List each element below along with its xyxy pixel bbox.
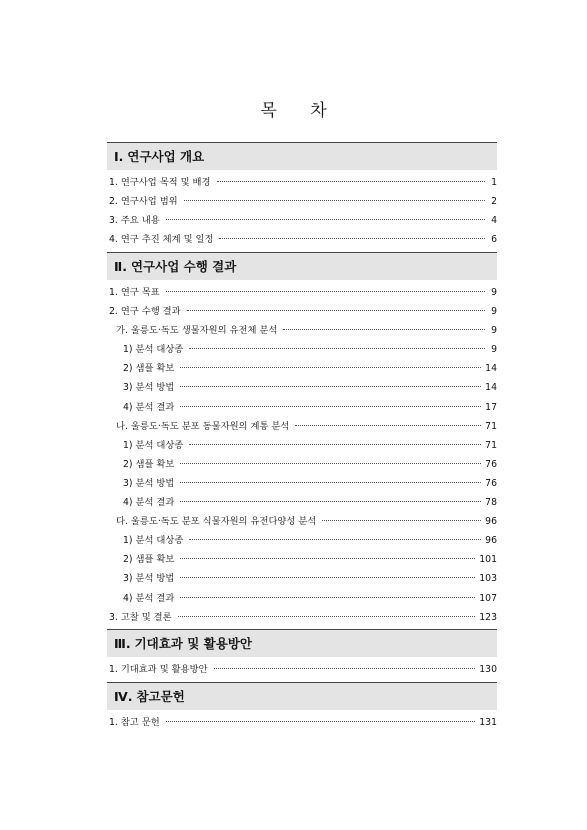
toc-entry[interactable] — [107, 456, 497, 475]
section-title: 연구사업 개요 — [127, 149, 205, 164]
dot-leader — [180, 597, 475, 598]
toc-entry-page: 14 — [485, 382, 497, 394]
toc-entry-label: 3) 분석 방법 — [123, 573, 175, 585]
toc-entry[interactable] — [107, 661, 497, 680]
toc-entry-page: 103 — [479, 573, 497, 585]
toc-entry-page: 76 — [485, 458, 497, 470]
toc-entry-label: 4. 연구 추진 체계 및 일정 — [109, 234, 214, 246]
toc-entry-page: 6 — [491, 234, 497, 246]
toc-entry-page: 101 — [479, 554, 497, 566]
toc-entry-label: 1. 연구 목표 — [109, 287, 160, 298]
toc-entry-label: 2) 샘플 확보 — [123, 363, 175, 375]
toc-entry[interactable] — [107, 494, 497, 513]
section-number: Ⅱ. — [114, 259, 127, 274]
toc-entry-label: 나. 울릉도·독도 분포 동물자원의 계통 분석 — [116, 420, 290, 432]
toc-entry-page: 17 — [485, 401, 497, 413]
toc-entry[interactable] — [107, 570, 497, 589]
toc-entry-page: 78 — [485, 497, 497, 509]
dot-leader — [322, 520, 481, 521]
toc-entry[interactable] — [107, 193, 497, 212]
section-number: Ⅰ. — [114, 149, 124, 164]
toc-entry-label: 1) 분석 대상종 — [123, 535, 184, 547]
dot-leader — [283, 329, 485, 330]
toc-entry-label: 1. 기대효과 및 활용방안 — [109, 664, 208, 675]
dot-leader — [166, 291, 485, 292]
dot-leader — [189, 539, 481, 540]
dot-leader — [178, 616, 476, 617]
section-entries — [107, 284, 497, 628]
section-number: Ⅳ. — [114, 689, 133, 704]
toc-entry-page: 123 — [479, 611, 497, 623]
section-heading — [107, 142, 497, 170]
toc-entry[interactable] — [107, 212, 497, 231]
section-title: 기대효과 및 활용방안 — [134, 636, 252, 651]
toc-entry[interactable] — [107, 399, 497, 418]
toc-entry-label: 2) 샘플 확보 — [123, 554, 175, 566]
page-title: 목 차 — [260, 101, 341, 121]
toc-entry-page: 107 — [479, 592, 497, 604]
toc-entry[interactable] — [107, 360, 497, 379]
toc-entry[interactable] — [107, 379, 497, 398]
section-4 — [107, 682, 497, 733]
section-heading — [107, 252, 497, 280]
toc-entry[interactable] — [107, 609, 497, 628]
toc-entry[interactable] — [107, 418, 497, 437]
toc-entry-page: 4 — [491, 215, 497, 227]
section-1 — [107, 142, 497, 250]
toc-entry-label: 3) 분석 방법 — [123, 477, 175, 489]
dot-leader — [189, 348, 485, 349]
toc-entry-label: 다. 울릉도·독도 분포 식물자원의 유전다양성 분석 — [116, 516, 317, 528]
toc-entry-label: 1. 연구사업 목적 및 배경 — [109, 177, 211, 188]
dot-leader — [180, 367, 481, 368]
section-title: 참고문헌 — [136, 689, 185, 704]
dot-leader — [166, 219, 485, 220]
toc-entry[interactable] — [107, 551, 497, 570]
toc-entry-label: 4) 분석 결과 — [123, 401, 175, 413]
toc-entry[interactable] — [107, 475, 497, 494]
toc-entry-page: 9 — [491, 325, 497, 337]
dot-leader — [217, 181, 485, 182]
dot-leader — [180, 558, 475, 559]
toc-entry[interactable] — [107, 714, 497, 733]
dot-leader — [187, 310, 485, 311]
toc-entry[interactable] — [107, 322, 497, 341]
toc-entry-page: 131 — [479, 717, 497, 728]
dot-leader — [189, 444, 481, 445]
toc-entry-page: 14 — [485, 363, 497, 375]
dot-leader — [180, 501, 481, 502]
toc-entry-page: 96 — [485, 535, 497, 547]
toc-entry-page: 1 — [491, 177, 497, 188]
toc-entry[interactable] — [107, 513, 497, 532]
toc-entry[interactable] — [107, 231, 497, 250]
section-heading — [107, 682, 497, 710]
toc-entry-page: 71 — [485, 420, 497, 432]
dot-leader — [295, 425, 481, 426]
dot-leader — [184, 200, 485, 201]
dot-leader — [180, 463, 481, 464]
toc-entry[interactable] — [107, 303, 497, 322]
toc-entry-label: 3. 주요 내용 — [109, 215, 160, 227]
section-entries — [107, 714, 497, 733]
dot-leader — [180, 386, 481, 387]
toc-entry-label: 3. 고찰 및 결론 — [109, 611, 172, 623]
dot-leader — [180, 406, 481, 407]
section-number: Ⅲ. — [114, 636, 131, 651]
section-entries — [107, 174, 497, 250]
toc-entry[interactable] — [107, 174, 497, 193]
toc-entry-label: 4) 분석 결과 — [123, 497, 175, 509]
toc-entry[interactable] — [107, 341, 497, 360]
dot-leader — [214, 668, 476, 669]
toc-entry[interactable] — [107, 532, 497, 551]
section-entries — [107, 661, 497, 680]
toc-entry-label: 1. 참고 문헌 — [109, 717, 160, 728]
toc-entry-page: 71 — [485, 439, 497, 451]
toc-entry-label: 1) 분석 대상종 — [123, 344, 184, 356]
toc-entry-label: 2. 연구 수행 결과 — [109, 306, 181, 318]
toc-entry-page: 9 — [491, 287, 497, 298]
toc-entry-page: 9 — [491, 344, 497, 356]
toc-entry-label: 3) 분석 방법 — [123, 382, 175, 394]
toc-entry-label: 가. 울릉도·독도 생물자원의 유전체 분석 — [116, 325, 278, 337]
dot-leader — [166, 721, 476, 722]
toc-entry[interactable] — [107, 284, 497, 303]
toc-entry-page: 96 — [485, 516, 497, 528]
toc-entry-page: 9 — [491, 306, 497, 318]
dot-leader — [180, 577, 475, 578]
toc-entry-label: 4) 분석 결과 — [123, 592, 175, 604]
toc-entry[interactable] — [107, 437, 497, 456]
section-2 — [107, 252, 497, 628]
toc-entry-page: 76 — [485, 477, 497, 489]
toc-entry-label: 2. 연구사업 범위 — [109, 196, 178, 208]
dot-leader — [180, 482, 481, 483]
toc-entry[interactable] — [107, 590, 497, 609]
section-heading — [107, 629, 497, 657]
dot-leader — [219, 238, 485, 239]
section-title: 연구사업 수행 결과 — [130, 259, 237, 274]
toc-entry-label: 1) 분석 대상종 — [123, 439, 184, 451]
section-3 — [107, 629, 497, 680]
toc-entry-page: 130 — [479, 664, 497, 675]
toc-entry-label: 2) 샘플 확보 — [123, 458, 175, 470]
toc-entry-page: 2 — [491, 196, 497, 208]
